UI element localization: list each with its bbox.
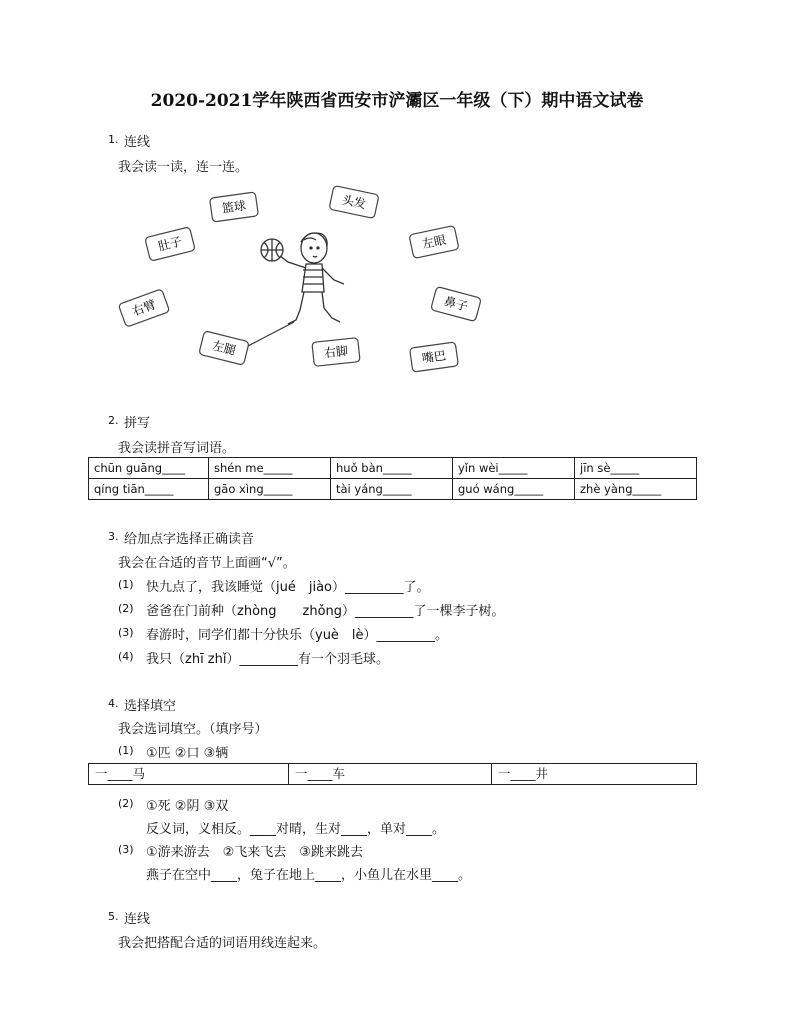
measure-word-table — [88, 763, 697, 785]
q2-instruction: 我会读拼音写词语。 — [118, 441, 236, 456]
card-label: 右脚 — [323, 343, 349, 361]
q3-item-number: (2) — [118, 602, 134, 615]
q3-heading: 给加点字选择正确读音 — [124, 532, 255, 547]
q3-instruction: 我会在合适的音节上面画“√”。 — [118, 556, 296, 571]
q3-item-text[interactable]: 春游时，同学们都十分快乐（yuè lè）_________。 — [146, 628, 449, 643]
table-cell[interactable]: 一____马 — [89, 764, 289, 785]
card-label: 肚子 — [156, 234, 184, 254]
q1-heading: 连线 — [124, 135, 151, 150]
word-card-belly — [145, 227, 195, 261]
q4-part2-options: ①死 ②阴 ③双 — [146, 799, 229, 814]
q3-number: 3. — [108, 530, 119, 543]
boy-figure — [261, 233, 344, 324]
table-cell[interactable]: gāo xìng_____ — [209, 479, 331, 500]
table-cell[interactable]: guó wáng_____ — [453, 479, 575, 500]
word-card-hair — [329, 185, 379, 218]
q5-number: 5. — [108, 910, 119, 923]
word-card-left-leg — [199, 331, 249, 365]
q3-item-number: (1) — [118, 578, 134, 591]
table-cell[interactable]: qíng tiān_____ — [89, 479, 209, 500]
word-card-nose — [431, 286, 482, 321]
q1-instruction: 我会读一读，连一连。 — [118, 160, 249, 175]
q4-part1-options: ①匹 ②口 ③辆 — [146, 746, 229, 761]
q4-part2-text[interactable]: 反义词，义相反。____对晴，生对____，单对____。 — [146, 822, 446, 837]
q4-heading: 选择填空 — [124, 699, 177, 714]
card-label: 篮球 — [221, 198, 247, 216]
q4-number: 4. — [108, 697, 119, 710]
card-label: 嘴巴 — [421, 348, 447, 366]
pinyin-table — [88, 457, 697, 500]
body-parts-illustration — [110, 180, 490, 385]
q4-instruction: 我会选词填空。（填序号） — [118, 722, 268, 737]
table-cell[interactable]: jīn sè_____ — [575, 458, 697, 479]
q2-heading: 拼写 — [124, 416, 151, 431]
connection-line — [248, 322, 294, 346]
q5-instruction: 我会把搭配合适的词语用线连起来。 — [118, 936, 327, 951]
word-card-mouth — [410, 342, 459, 372]
table-row — [89, 458, 697, 479]
q3-item-number: (3) — [118, 626, 134, 639]
table-cell[interactable]: 一____车 — [289, 764, 492, 785]
q3-item-text[interactable]: 爸爸在门前种（zhòng zhǒng）_________了一棵李子树。 — [146, 604, 505, 619]
q3-item-text[interactable]: 快九点了，我该睡觉（jué jiào）_________了。 — [146, 580, 430, 595]
table-cell[interactable]: 一____井 — [492, 764, 697, 785]
word-card-basketball — [210, 192, 259, 222]
q4-part3-options: ①游来游去 ②飞来飞去 ③跳来跳去 — [146, 845, 363, 860]
word-card-right-arm — [118, 289, 169, 327]
card-label: 左眼 — [420, 232, 448, 252]
q3-item-number: (4) — [118, 650, 134, 663]
page-title: 2020-2021学年陕西省西安市浐灞区一年级（下）期中语文试卷 — [150, 91, 644, 111]
q3-item-text[interactable]: 我只（zhī zhǐ）_________有一个羽毛球。 — [146, 652, 389, 667]
table-cell[interactable]: shén me_____ — [209, 458, 331, 479]
q2-number: 2. — [108, 414, 119, 427]
table-cell[interactable]: huǒ bàn_____ — [331, 458, 453, 479]
q4-part3-number: (3) — [118, 843, 134, 856]
q4-part3-text[interactable]: 燕子在空中____，兔子在地上____，小鱼儿在水里____。 — [146, 868, 472, 883]
q5-heading: 连线 — [124, 912, 151, 927]
table-cell[interactable]: zhè yàng_____ — [575, 479, 697, 500]
table-cell[interactable]: tài yáng_____ — [331, 479, 453, 500]
word-card-right-foot — [312, 338, 360, 367]
q4-part2-number: (2) — [118, 797, 134, 810]
table-row — [89, 479, 697, 500]
q4-part1-number: (1) — [118, 744, 134, 757]
card-label: 左腿 — [210, 338, 238, 358]
card-label: 鼻子 — [442, 294, 470, 314]
q1-number: 1. — [108, 133, 119, 146]
table-cell[interactable]: chūn guāng____ — [89, 458, 209, 479]
word-card-left-eye — [409, 225, 459, 258]
card-label: 右臂 — [130, 297, 158, 319]
table-cell[interactable]: yǐn wèi_____ — [453, 458, 575, 479]
card-label: 头发 — [340, 192, 368, 212]
table-row — [89, 764, 697, 785]
